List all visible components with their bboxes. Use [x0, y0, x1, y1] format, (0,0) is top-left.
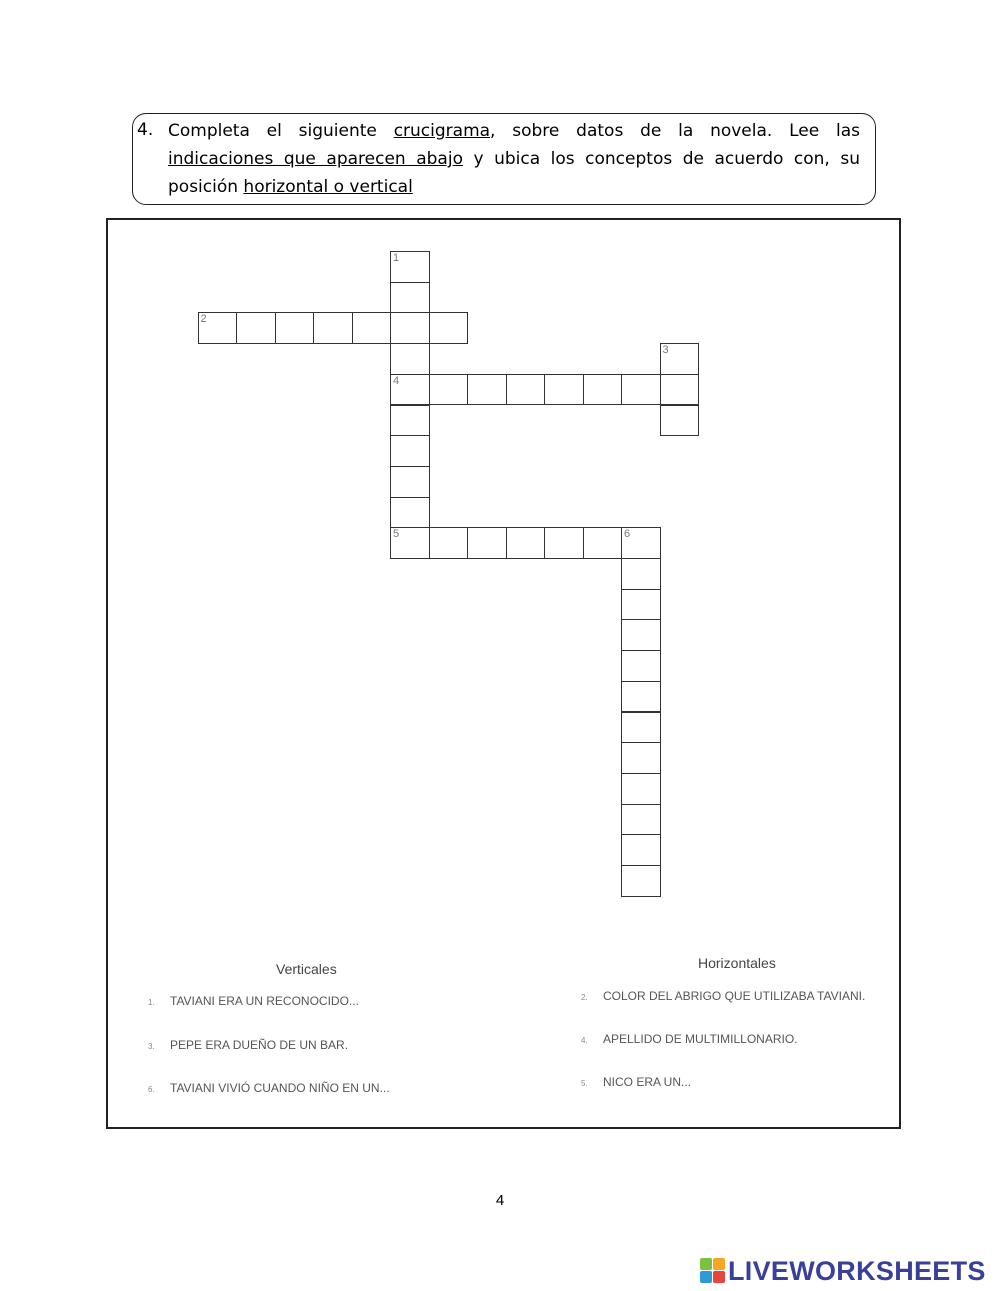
crossword-cell[interactable]: [660, 374, 700, 406]
clue-vertical-6: 6. TAVIANI VIVIÓ CUANDO NIÑO EN UN...: [148, 1081, 390, 1095]
crossword-cell[interactable]: [429, 527, 469, 559]
crossword-cell[interactable]: [429, 312, 469, 344]
crossword-cell[interactable]: [236, 312, 276, 344]
crossword-cell[interactable]: [390, 251, 430, 283]
logo-square: [700, 1258, 712, 1270]
cell-number: 3: [662, 344, 669, 357]
crossword-cell[interactable]: [390, 343, 430, 375]
crossword-cell[interactable]: [621, 558, 661, 590]
crossword-cell[interactable]: [275, 312, 315, 344]
logo-square: [700, 1271, 712, 1283]
instruction-line-3: posición horizontal o vertical: [168, 177, 413, 197]
logo-square: [713, 1258, 725, 1270]
verticales-heading: Verticales: [276, 961, 337, 977]
crossword-cell[interactable]: [621, 804, 661, 836]
crossword-cell[interactable]: [621, 865, 661, 897]
crossword-cell[interactable]: [429, 374, 469, 406]
crossword-cell[interactable]: [660, 343, 700, 375]
crossword-cell[interactable]: [621, 589, 661, 621]
question-number: 4.: [137, 120, 154, 140]
crossword-cell[interactable]: [621, 773, 661, 805]
cell-number: 4: [393, 374, 400, 387]
crossword-cell[interactable]: [621, 374, 661, 406]
crossword-cell[interactable]: [660, 405, 700, 437]
instruction-line-2: indicaciones que aparecen abajo y ubica los conceptos de acuerdo con, su: [168, 149, 860, 169]
crossword-cell[interactable]: [621, 527, 661, 559]
cell-number: 5: [393, 528, 400, 541]
liveworksheets-logo-icon: [700, 1258, 726, 1284]
crossword-cell[interactable]: [467, 374, 507, 406]
cell-number: 1: [393, 252, 400, 264]
clue-vertical-3: 3. PEPE ERA DUEÑO DE UN BAR.: [148, 1038, 349, 1052]
horizontales-heading: Horizontales: [698, 955, 776, 971]
crossword-cell[interactable]: [390, 405, 430, 437]
clue-horizontal-4: 4. APELLIDO DE MULTIMILLONARIO.: [581, 1032, 798, 1046]
crossword-cell[interactable]: [544, 374, 584, 406]
crossword-frame: [106, 218, 901, 1129]
page-number: 4: [495, 1192, 505, 1209]
crossword-cell[interactable]: [198, 312, 238, 344]
instruction-line-1: Completa el siguiente crucigrama, sobre datos de la novela. Lee las: [168, 121, 860, 141]
crossword-cell[interactable]: [506, 374, 546, 406]
clue-vertical-1: 1. TAVIANI ERA UN RECONOCIDO...: [148, 994, 359, 1008]
crossword-cell[interactable]: [583, 374, 623, 406]
crossword-cell[interactable]: [390, 497, 430, 529]
logo-square: [713, 1271, 725, 1283]
crossword-cell[interactable]: [467, 527, 507, 559]
crossword-cell[interactable]: [390, 282, 430, 314]
cell-number: 2: [200, 313, 207, 326]
crossword-cell[interactable]: [621, 834, 661, 866]
crossword-cell[interactable]: [621, 742, 661, 774]
crossword-cell[interactable]: [390, 435, 430, 467]
crossword-cell[interactable]: [352, 312, 392, 344]
cell-number: 6: [624, 528, 631, 541]
crossword-cell[interactable]: [621, 650, 661, 682]
crossword-cell[interactable]: [506, 527, 546, 559]
crossword-cell[interactable]: [313, 312, 353, 344]
brand-name: LIVEWORKSHEETS: [728, 1255, 986, 1286]
clue-horizontal-5: 5. NICO ERA UN...: [581, 1075, 692, 1089]
crossword-cell[interactable]: [390, 312, 430, 344]
liveworksheets-brand: [700, 1256, 986, 1286]
crossword-cell[interactable]: [583, 527, 623, 559]
crossword-cell[interactable]: [390, 527, 430, 559]
crossword-cell[interactable]: [544, 527, 584, 559]
crossword-cell[interactable]: [621, 712, 661, 744]
crossword-cell[interactable]: [621, 619, 661, 651]
clue-horizontal-2: 2. COLOR DEL ABRIGO QUE UTILIZABA TAVIANI.: [581, 989, 866, 1003]
crossword-cell[interactable]: [621, 681, 661, 713]
crossword-cell[interactable]: [390, 466, 430, 498]
crossword-cell[interactable]: [390, 374, 430, 406]
